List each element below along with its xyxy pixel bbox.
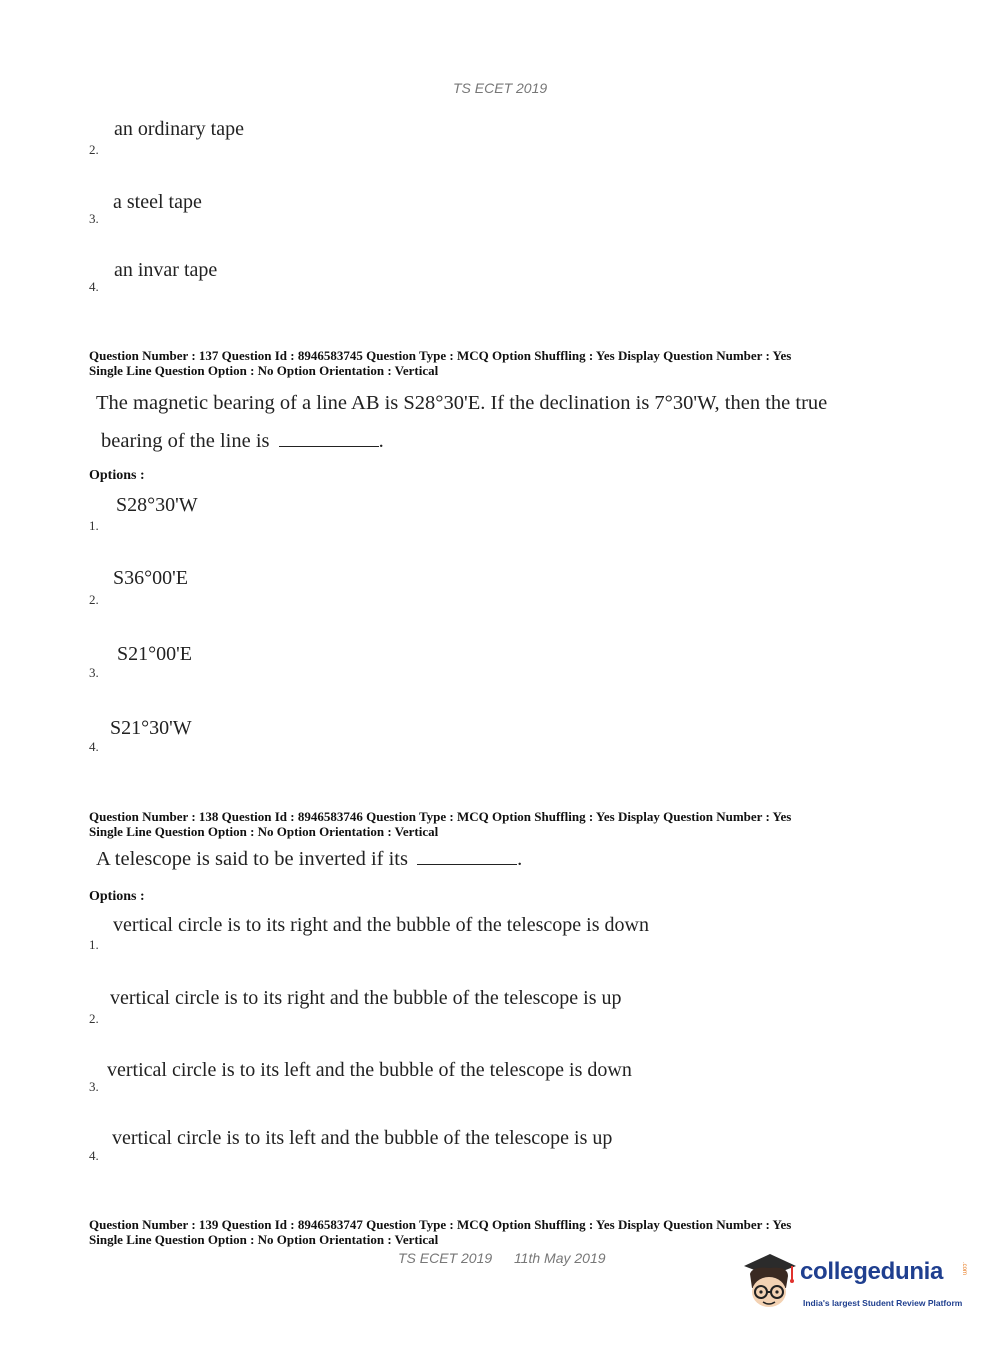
option-text: S21°30'W	[110, 717, 192, 739]
question-text: The magnetic bearing of a line AB is S28°30'E. If the declination is 7°30'W, then the true	[96, 392, 828, 414]
option-number: 2.	[89, 592, 99, 607]
mascot-icon	[740, 1248, 798, 1320]
logo-wordmark: collegedunia	[800, 1258, 944, 1285]
option-text: S36°00'E	[113, 567, 188, 589]
question-text	[96, 848, 522, 871]
option-text: a steel tape	[113, 191, 202, 213]
option-number: 1.	[89, 937, 99, 952]
option-number: 1.	[89, 518, 99, 533]
page-footer	[398, 1250, 606, 1266]
option-number: 2.	[89, 142, 99, 157]
footer-date: 11th May 2019	[513, 1250, 606, 1266]
question-text-part: A telescope is said to be inverted if its	[96, 848, 408, 870]
question-meta: Question Number : 139 Question Id : 8946583747 Question Type : MCQ Option Shuffling : Yes Display Question Number : Yes	[89, 1217, 792, 1232]
option-number: 3.	[89, 665, 99, 680]
collegedunia-logo	[740, 1248, 980, 1320]
option-text: vertical circle is to its left and the bubble of the telescope is down	[107, 1059, 632, 1081]
option-number: 4.	[89, 279, 99, 294]
question-meta: Single Line Question Option : No Option Orientation : Vertical	[89, 363, 439, 378]
footer-exam: TS ECET 2019	[398, 1250, 493, 1266]
logo-tagline: India's largest Student Review Platform	[803, 1298, 963, 1308]
option-number: 3.	[89, 211, 99, 226]
option-number: 4.	[89, 1148, 99, 1163]
option-text: S21°00'E	[117, 643, 192, 665]
page-header: TS ECET 2019	[453, 80, 548, 96]
answer-blank	[279, 446, 379, 447]
options-label: Options :	[89, 889, 145, 904]
option-text: vertical circle is to its right and the bubble of the telescope is down	[113, 914, 649, 936]
option-text: an invar tape	[114, 259, 218, 281]
question-text-part: bearing of the line is	[101, 430, 270, 452]
option-text: an ordinary tape	[114, 118, 244, 140]
option-number: 2.	[89, 1011, 99, 1026]
logo-suffix: .com	[961, 1262, 967, 1276]
question-meta: Question Number : 138 Question Id : 8946583746 Question Type : MCQ Option Shuffling : Yes Display Question Number : Yes	[89, 809, 792, 824]
question-text	[101, 430, 384, 453]
question-text-end: .	[378, 430, 384, 452]
question-meta: Single Line Question Option : No Option Orientation : Vertical	[89, 824, 439, 839]
option-text: vertical circle is to its right and the bubble of the telescope is up	[110, 987, 622, 1009]
option-number: 4.	[89, 739, 99, 754]
options-label: Options :	[89, 468, 145, 483]
option-number: 3.	[89, 1079, 99, 1094]
question-text-end: .	[517, 848, 523, 870]
question-meta: Question Number : 137 Question Id : 8946583745 Question Type : MCQ Option Shuffling : Yes Display Question Number : Yes	[89, 348, 792, 363]
option-text: vertical circle is to its left and the bubble of the telescope is up	[112, 1127, 613, 1149]
answer-blank	[417, 864, 517, 865]
option-text: S28°30'W	[116, 494, 198, 516]
question-meta: Single Line Question Option : No Option Orientation : Vertical	[89, 1232, 439, 1247]
